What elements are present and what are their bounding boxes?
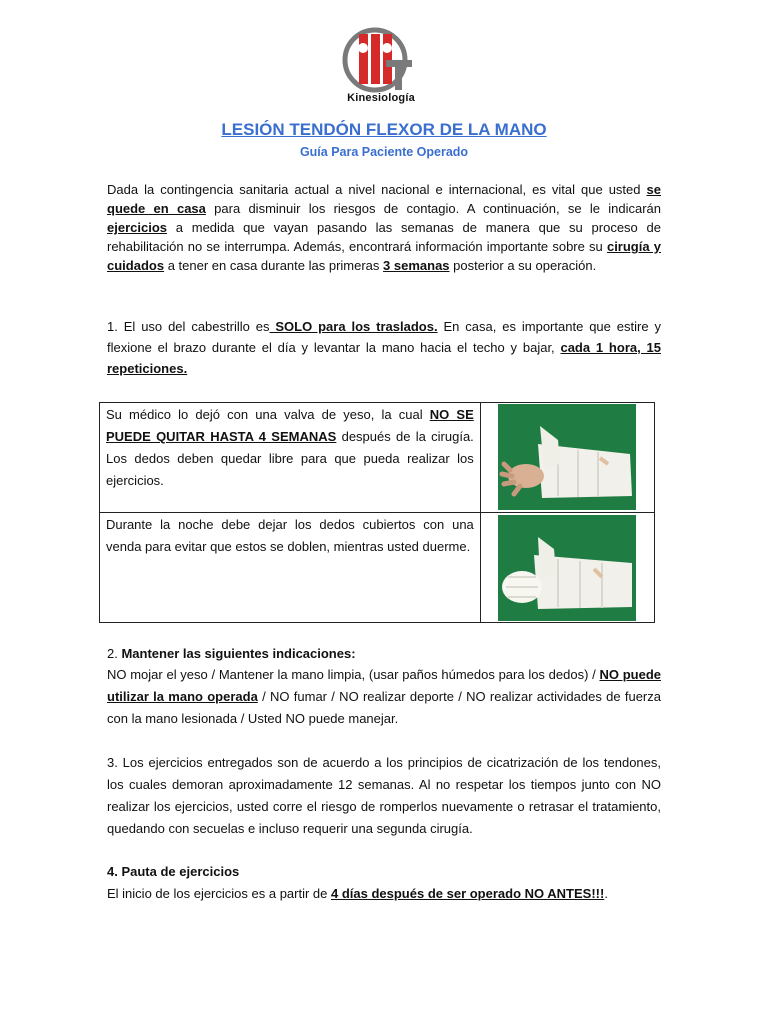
item-2-heading: 2. Mantener las siguientes indicaciones: bbox=[107, 646, 356, 661]
splint-photo-fingers-covered bbox=[498, 515, 636, 621]
logo-emblem-icon bbox=[342, 24, 422, 96]
page-title: LESIÓN TENDÓN FLEXOR DE LA MANO bbox=[221, 120, 547, 139]
page-subtitle: Guía Para Paciente Operado bbox=[299, 145, 469, 159]
splint-photo-fingers-free bbox=[498, 404, 636, 510]
item-3-paragraph: 3. Los ejercicios entregados son de acuerdo a los principios de cicatrización de los tendones, los cuales demoran aproximadamente 12 semanas. Al no respetar los tiempos junto con NO realizar los ejercicios, usted corre el riesgo de romperlos nuevamente o retrasar el tratamiento, quedando con secuelas e incluso requerir una segunda cirugía. bbox=[107, 755, 661, 836]
table-cell-image bbox=[480, 513, 654, 623]
table-cell-text: Su médico lo dejó con una valva de yeso, la cual NO SE PUEDE QUITAR HASTA 4 SEMANAS después de la cirugía. Los dedos deben quedar libre para que pueda realizar los ejercicios. bbox=[100, 403, 481, 513]
logo-text: Kinesiología bbox=[347, 92, 415, 104]
table-row bbox=[100, 403, 655, 513]
table-row bbox=[100, 513, 655, 623]
item-4-heading: 4. Pauta de ejercicios bbox=[107, 864, 240, 879]
table-cell-image bbox=[480, 403, 654, 513]
instructions-table bbox=[99, 402, 655, 623]
item-4-paragraph: El inicio de los ejercicios es a partir de 4 días después de ser operado NO ANTES!!!. bbox=[107, 886, 608, 901]
table-cell-text: Durante la noche debe dejar los dedos cubiertos con una venda para evitar que estos se doblen, mientras usted duerme. bbox=[100, 513, 481, 623]
item-1-paragraph: 1. El uso del cabestrillo es SOLO para los traslados. En casa, es importante que estire y flexione el brazo durante el día y levantar la mano hacia el techo y bajar, cada 1 hora, 15 repeticiones. bbox=[107, 319, 661, 376]
item-2-paragraph: NO mojar el yeso / Mantener la mano limpia, (usar paños húmedos para los dedos) / NO puede utilizar la mano operada / NO fumar / NO realizar deporte / NO realizar actividades de fuerza con la mano lesionada / Usted NO puede manejar. bbox=[107, 667, 661, 726]
intro-paragraph: Dada la contingencia sanitaria actual a nivel nacional e internacional, es vital que usted se quede en casa para disminuir los riesgos de contagio. A continuación, se le indicarán ejercicios a medida que vayan pasando las semanas de manera que su proceso de rehabilitación no se interrumpa. Además, encontrará información importante sobre su cirugía y cuidados a tener en casa durante las primeras 3 semanas posterior a su operación. bbox=[107, 182, 662, 273]
hand-splint-covered-icon bbox=[498, 515, 636, 621]
hand-splint-icon bbox=[498, 404, 636, 510]
